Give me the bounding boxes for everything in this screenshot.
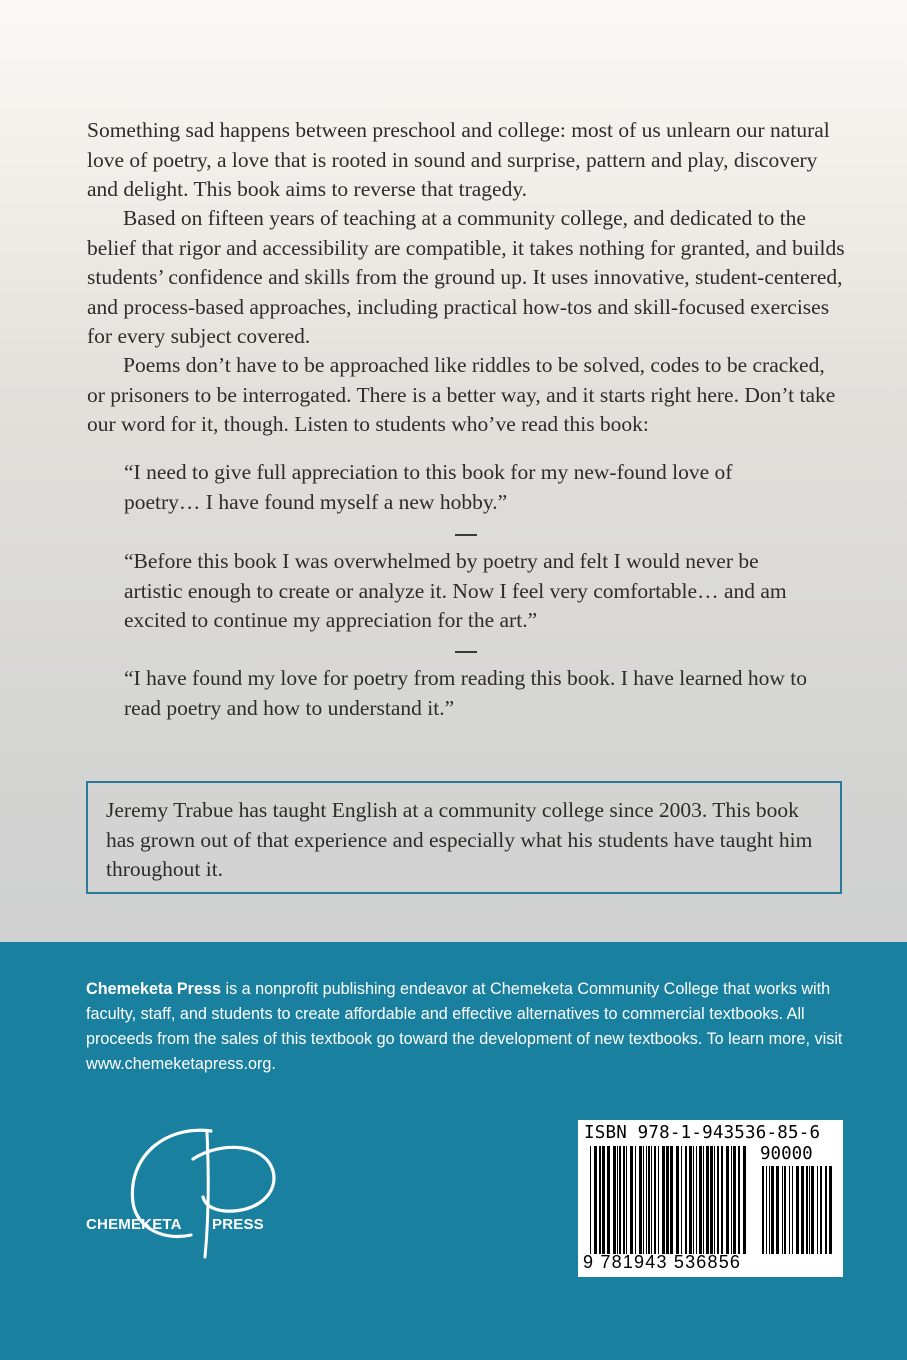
chemeketa-press-logo-icon	[125, 1125, 285, 1260]
ean-bar	[703, 1146, 704, 1254]
ean-bar	[594, 1146, 597, 1254]
ean-bar	[626, 1146, 627, 1254]
isbn-label: ISBN 978-1-943536-85-6	[584, 1123, 821, 1143]
price-bar	[784, 1166, 786, 1254]
ean-bar	[599, 1146, 601, 1254]
ean-bar	[676, 1146, 679, 1254]
testimonial-divider-1	[455, 534, 477, 536]
ean-bar	[726, 1146, 729, 1254]
publisher-description-text: is a nonprofit publishing endeavor at Chemeketa Community College that works with faculty, staff, and students to create affordable and effective alternatives to commercial textbooks. All proceeds from the sales of this textbook go toward the development of new textbooks. To learn more, visit www.chemeketapress.org.	[86, 980, 843, 1073]
price-bar	[771, 1166, 774, 1254]
ean-bar	[689, 1146, 692, 1254]
ean-bar	[619, 1146, 621, 1254]
price-bar	[829, 1166, 832, 1254]
publisher-name: Chemeketa Press	[86, 980, 221, 998]
blurb-paragraph-1: Something sad happens between preschool and college: most of us unlearn our natural love of poetry, a love that is rooted in sound and surprise, pattern and play, discovery and delight. This book aims to reverse that tragedy.	[87, 118, 830, 201]
ean-bar	[710, 1146, 713, 1254]
price-code: 90000	[760, 1144, 813, 1164]
blurb-paragraph-2: Based on fifteen years of teaching at a community college, and dedicated to the belief that rigor and accessibility are compatible, it takes nothing for granted, and builds students’ confidence and skills from the ground up. It uses innovative, student-centered, and process-based approaches, including practical how-tos and skill-focused exercises for every subject covered.	[87, 206, 845, 348]
ean-bar	[630, 1146, 633, 1254]
price-bar	[811, 1166, 814, 1254]
ean-bar	[648, 1146, 650, 1254]
ean-bar	[743, 1146, 746, 1254]
ean-bar	[662, 1146, 665, 1254]
ean-bar	[617, 1146, 618, 1254]
testimonial-1: “I need to give full appreciation to this book for my new-found love of poetry… I have found myself a new hobby.”	[124, 460, 733, 514]
testimonial-2: “Before this book I was overwhelmed by poetry and felt I would never be artistic enough to create or analyze it. Now I feel very comfortable… and am excited to continue my appreciation for the art.”	[124, 549, 787, 632]
price-bar	[789, 1166, 790, 1254]
ean-bar	[717, 1146, 719, 1254]
ean-bar	[685, 1146, 687, 1254]
ean-bar	[733, 1146, 736, 1254]
ean-bar	[602, 1146, 605, 1254]
price-bar	[809, 1166, 810, 1254]
ean-bar	[651, 1146, 652, 1254]
ean-bar	[654, 1146, 656, 1254]
ean-bar	[693, 1146, 694, 1254]
ean-bar	[696, 1146, 697, 1254]
price-bar	[762, 1166, 764, 1254]
ean-bar	[714, 1146, 715, 1254]
price-bar	[820, 1166, 822, 1254]
ean-bar	[613, 1146, 616, 1254]
ean-bar	[706, 1146, 709, 1254]
author-bio: Jeremy Trabue has taught English at a community college since 2003. This book has grown out of that experience and especially what his students have taught him throughout it.	[106, 798, 813, 881]
price-bar	[769, 1166, 770, 1254]
testimonial-divider-2	[455, 651, 477, 653]
ean-bar	[721, 1146, 723, 1254]
logo-word-chemeketa: CHEMEKETA	[86, 1216, 182, 1233]
ean-barcode	[590, 1146, 750, 1254]
testimonial-3: “I have found my love for poetry from reading this book. I have learned how to read poetry and how to understand it.”	[124, 666, 808, 720]
ean-bar	[623, 1146, 625, 1254]
price-bar	[796, 1166, 799, 1254]
price-barcode	[762, 1166, 834, 1254]
price-bar	[806, 1166, 808, 1254]
price-bar	[825, 1166, 827, 1254]
ean-bar	[635, 1146, 636, 1254]
ean-bar	[670, 1146, 673, 1254]
price-bar	[801, 1166, 804, 1254]
ean-bar	[666, 1146, 669, 1254]
price-bar	[817, 1166, 818, 1254]
publisher-description	[86, 977, 846, 1077]
ean-bar	[643, 1146, 644, 1254]
price-bar	[782, 1166, 783, 1254]
ean-bar	[731, 1146, 732, 1254]
ean-bar	[607, 1146, 610, 1254]
ean-bar	[658, 1146, 659, 1254]
ean-bar	[699, 1146, 702, 1254]
logo-word-press: PRESS	[212, 1216, 264, 1233]
blurb-paragraph-3: Poems don’t have to be approached like riddles to be solved, codes to be cracked, or prisoners to be interrogated. There is a better way, and it starts right here. Don’t take our word for it, though. Listen to students who’ve read this book:	[87, 353, 836, 436]
ean-bar	[646, 1146, 647, 1254]
ean-bar	[738, 1146, 740, 1254]
ean-bar	[590, 1146, 591, 1254]
price-bar	[766, 1166, 767, 1254]
ean-bar	[681, 1146, 682, 1254]
price-bar	[792, 1166, 793, 1254]
ean-digits: 9 781943 536856	[583, 1252, 742, 1272]
price-bar	[776, 1166, 779, 1254]
ean-bar	[639, 1146, 642, 1254]
